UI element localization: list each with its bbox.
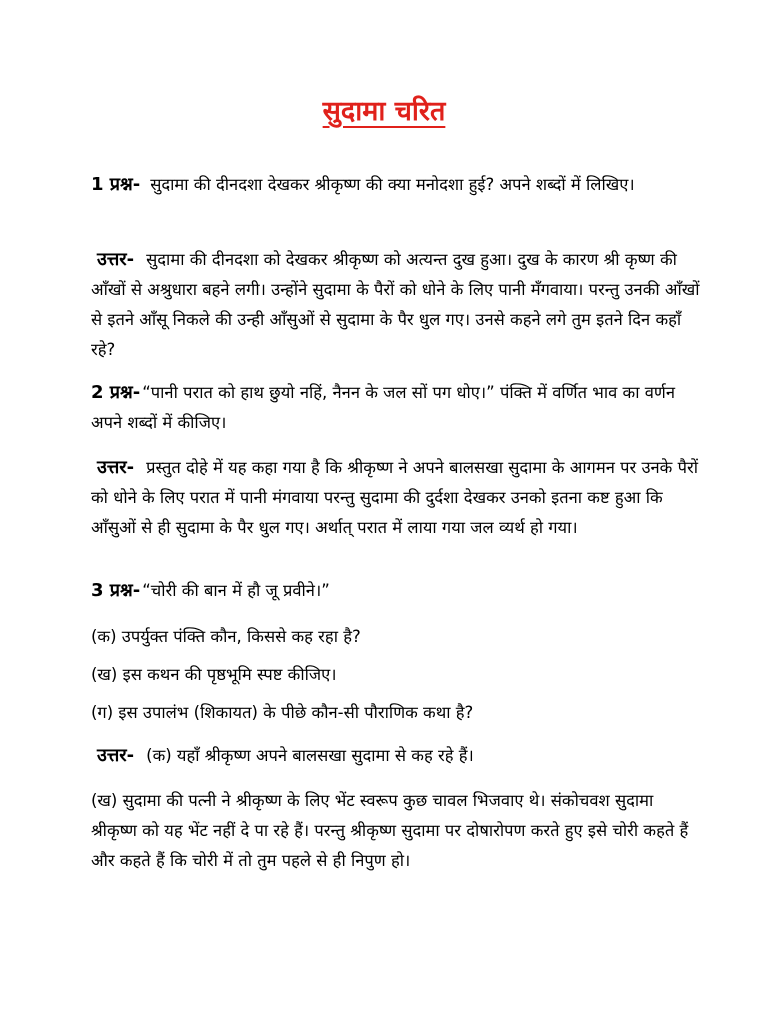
question-3 — [91, 576, 701, 606]
question-2-label: 2 प्रश्न- — [91, 382, 141, 403]
answer-3-label: उत्तर- — [97, 745, 135, 766]
answer-2-label: उत्तर- — [97, 457, 135, 478]
question-1-text: सुदामा की दीनदशा देखकर श्रीकृष्ण की क्या मनोदशा हुई? अपने शब्दों में लिखिए। — [150, 175, 635, 194]
answer-1-text: सुदामा की दीनदशा को देखकर श्रीकृष्ण को अत्यन्त दुख हुआ। दुख के कारण श्री कृष्ण की आँखों से अश्रुधारा बहने लगी। उन्होंने सुदामा के पैरों को धोने के लिए पानी मँगवाया। परन्तु उनकी आँखों से इतने आँसू निकले की उन्ही आँसुओं से सुदामा के पैर धुल गए। उनसे कहने लगे तुम इतने दिन कहाँ रहे? — [91, 250, 700, 359]
question-3-sub-b: (ख) इस कथन की पृष्ठभूमि स्पष्ट कीजिए। — [91, 665, 337, 684]
answer-2 — [91, 453, 701, 543]
question-1-label: 1 प्रश्न- — [91, 174, 141, 195]
question-2-text: “पानी परात को हाथ छुयो नहिं, नैनन के जल सों पग धोए।” पंक्ति में वर्णित भाव का वर्णन अपने शब्दों में कीजिए। — [91, 383, 675, 432]
question-2 — [91, 378, 701, 438]
page-title: सुदामा चरित — [322, 96, 446, 127]
question-3-label: 3 प्रश्न- — [91, 580, 141, 601]
question-3-text: “चोरी की बान में हौ जू प्रवीने।” — [142, 581, 330, 600]
question-3-sub-c: (ग) इस उपालंभ (शिकायत) के पीछे कौन-सी पौराणिक कथा है? — [91, 703, 474, 722]
question-3-sub-a: (क) उपर्युक्त पंक्ति कौन, किससे कह रहा है? — [91, 627, 361, 646]
answer-3-text-a: (क) यहाँ श्रीकृष्ण अपने बालसखा सुदामा से कह रहे हैं। — [146, 746, 474, 765]
answer-1-label: उत्तर- — [97, 249, 135, 270]
question-1 — [91, 170, 701, 200]
answer-3-part-b: (ख) सुदामा की पत्नी ने श्रीकृष्ण के लिए भेंट स्वरूप कुछ चावल भिजवाए थे। संकोचवश सुदामा श्रीकृष्ण को यह भेंट नहीं दे पा रहे हैं। परन्तु श्रीकृष्ण सुदामा पर दोषारोपण करते हुए इसे चोरी कहते हैं और कहते हैं कि चोरी में तो तुम पहले से ही निपुण हो। — [91, 791, 689, 870]
answer-2-text: प्रस्तुत दोहे में यह कहा गया है कि श्रीकृष्ण ने अपने बालसखा सुदामा के आगमन पर उनके पैरों को धोने के लिए परात में पानी मंगवाया परन्तु सुदामा की दुर्दशा देखकर उनको इतना कष्ट हुआ कि आँसुओं से ही सुदामा के पैर धुल गए। अर्थात् परात में लाया गया जल व्यर्थ हो गया। — [91, 458, 698, 537]
answer-1 — [91, 245, 701, 365]
answer-3-part-a — [91, 741, 701, 771]
